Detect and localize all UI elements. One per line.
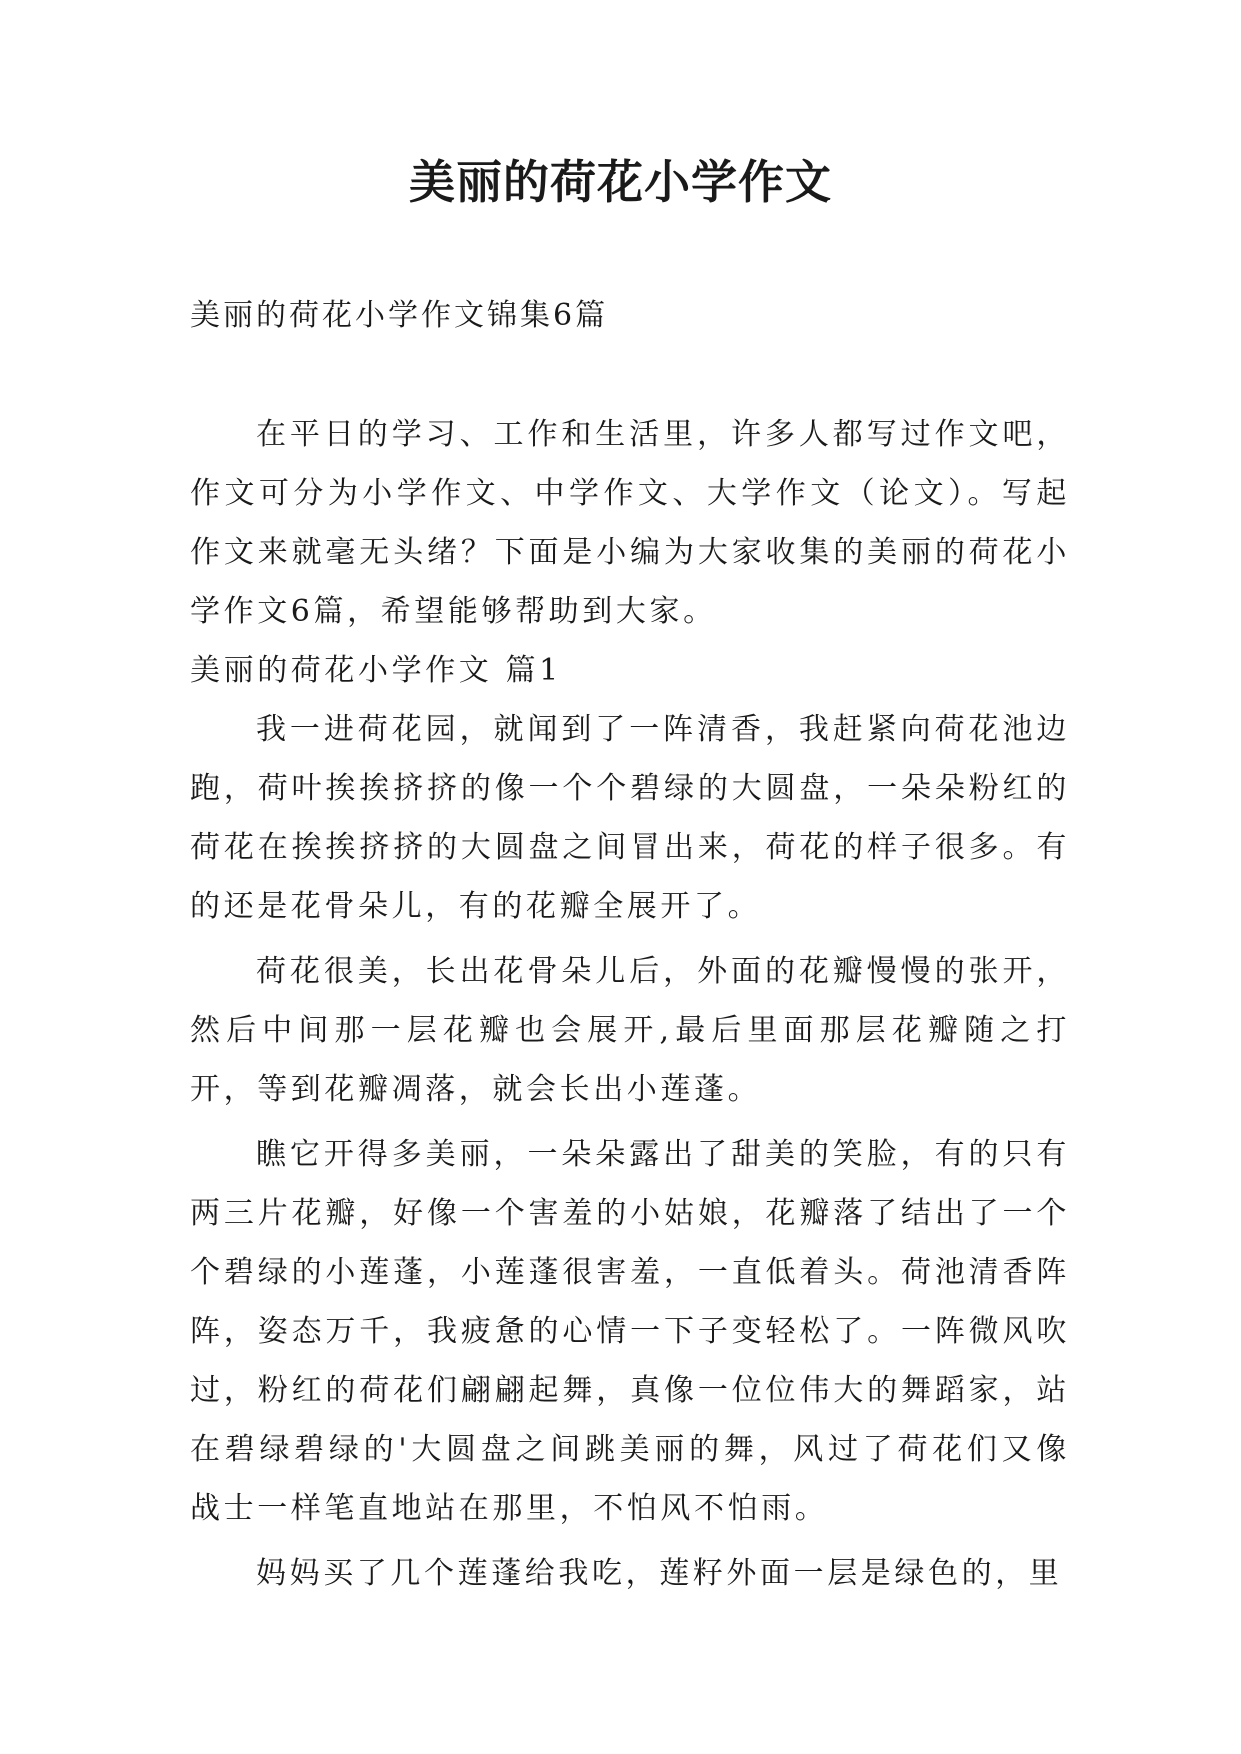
section-heading: 美丽的荷花小学作文 篇1: [190, 653, 562, 688]
body-paragraph: 妈妈买了几个莲蓬给我吃，莲籽外面一层是绿色的，里: [256, 1556, 1063, 1591]
intro-paragraph: 在平日的学习、工作和生活里，许多人都写过作文吧，作文可分为小学作文、中学作文、大学作文（论文）。写起作文来就毫无头绪？下面是小编为大家收集的美丽的荷花小学作文6篇，希望能够帮助到大家。: [190, 417, 1070, 629]
body-paragraph: 我一进荷花园，就闻到了一阵清香，我赶紧向荷花池边跑，荷叶挨挨挤挤的像一个个碧绿的大圆盘，一朵朵粉红的荷花在挨挨挤挤的大圆盘之间冒出来，荷花的样子很多。有的还是花骨朵儿，有的花瓣全展开了。: [190, 712, 1070, 924]
body-paragraph: 瞧它开得多美丽，一朵朵露出了甜美的笑脸，有的只有两三片花瓣，好像一个害羞的小姑娘，花瓣落了结出了一个个碧绿的小莲蓬，小莲蓬很害羞，一直低着头。荷池清香阵阵，姿态万千，我疲惫的心情一下子变轻松了。一阵微风吹过，粉红的荷花们翩翩起舞，真像一位位伟大的舞蹈家，站在碧绿碧绿的'大圆盘之间跳美丽的舞，风过了荷花们又像战士一样笔直地站在那里，不怕风不怕雨。: [190, 1137, 1070, 1526]
page-title: 美丽的荷花小学作文: [409, 155, 832, 209]
body-paragraph: 荷花很美，长出花骨朵儿后，外面的花瓣慢慢的张开，然后中间那一层花瓣也会展开,最后里面那层花瓣随之打开，等到花瓣凋落，就会长出小莲蓬。: [190, 954, 1070, 1107]
document-body: [190, 405, 1070, 1603]
document-subtitle: 美丽的荷花小学作文锦集6篇: [190, 298, 609, 333]
